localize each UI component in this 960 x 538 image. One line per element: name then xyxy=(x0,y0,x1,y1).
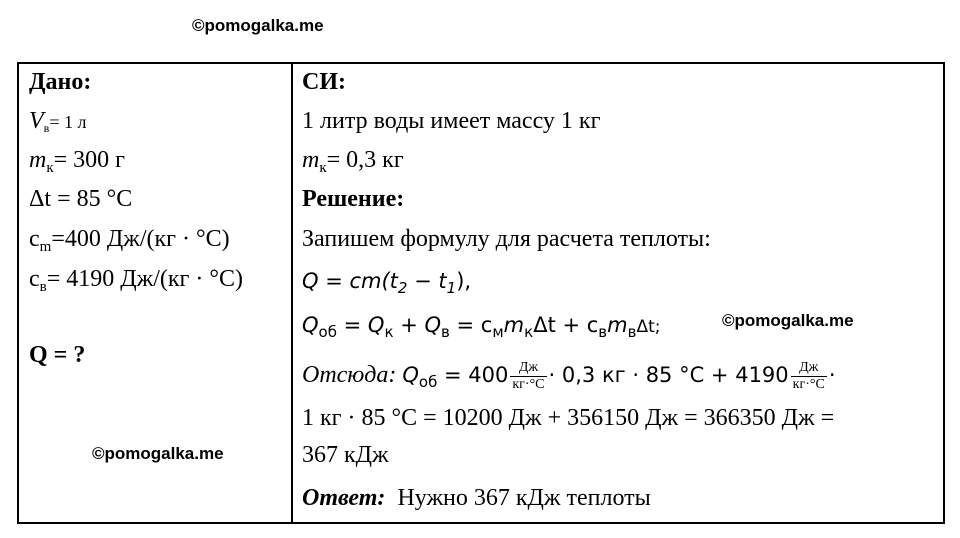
given-title: Дано: xyxy=(29,69,92,95)
si-mass: $m_к= 0,3$ кг xyxy=(302,147,404,176)
watermark-middle: ©pomogalka.me xyxy=(722,311,854,330)
si-title: СИ: xyxy=(302,69,346,95)
given-delta-t: Δt = 85 °C xyxy=(29,186,133,212)
calc-line-3: 367 кДж xyxy=(302,442,389,468)
column-divider xyxy=(291,64,293,522)
solution-title: Решение: xyxy=(302,186,405,212)
given-cm: $c_m=400$ Дж/(кг · °C) xyxy=(29,226,230,255)
calc-line-1: Отсюда: $Q_{об} = 400$ $\frac{Дж}{кг\cdot^\circ C}$ · 0,3 кг · 85 °C + 4190 $\frac{Дж}{кг\cdot^\circ C}$ · xyxy=(302,359,836,392)
answer: Ответ: Нужно 367 кДж теплоты xyxy=(302,485,651,511)
watermark-left: ©pomogalka.me xyxy=(92,444,224,463)
question: Q = ? xyxy=(29,342,86,368)
formula-q: $Q = cm(t_2 - t_1)$, xyxy=(302,269,472,297)
formula-qob: $Q_{об} = Q_к + Q_в = c_мm_к\Delta t + c_вm_в\Delta t$; xyxy=(302,313,661,341)
solution-intro: Запишем формулу для расчета теплоты: xyxy=(302,226,711,252)
given-mass: $m_к= 300$ г xyxy=(29,147,126,176)
watermark-top: ©pomogalka.me xyxy=(192,16,324,35)
given-volume: Vв= 1 л xyxy=(29,108,87,135)
given-cv: $c_в= 4190$ Дж/(кг · °C) xyxy=(29,266,243,295)
calc-line-2: 1 кг · 85 °C = 10200 Дж + 356150 Дж = 366350 Дж = xyxy=(302,405,835,431)
si-line1: 1 литр воды имеет массу 1 кг xyxy=(302,108,601,134)
